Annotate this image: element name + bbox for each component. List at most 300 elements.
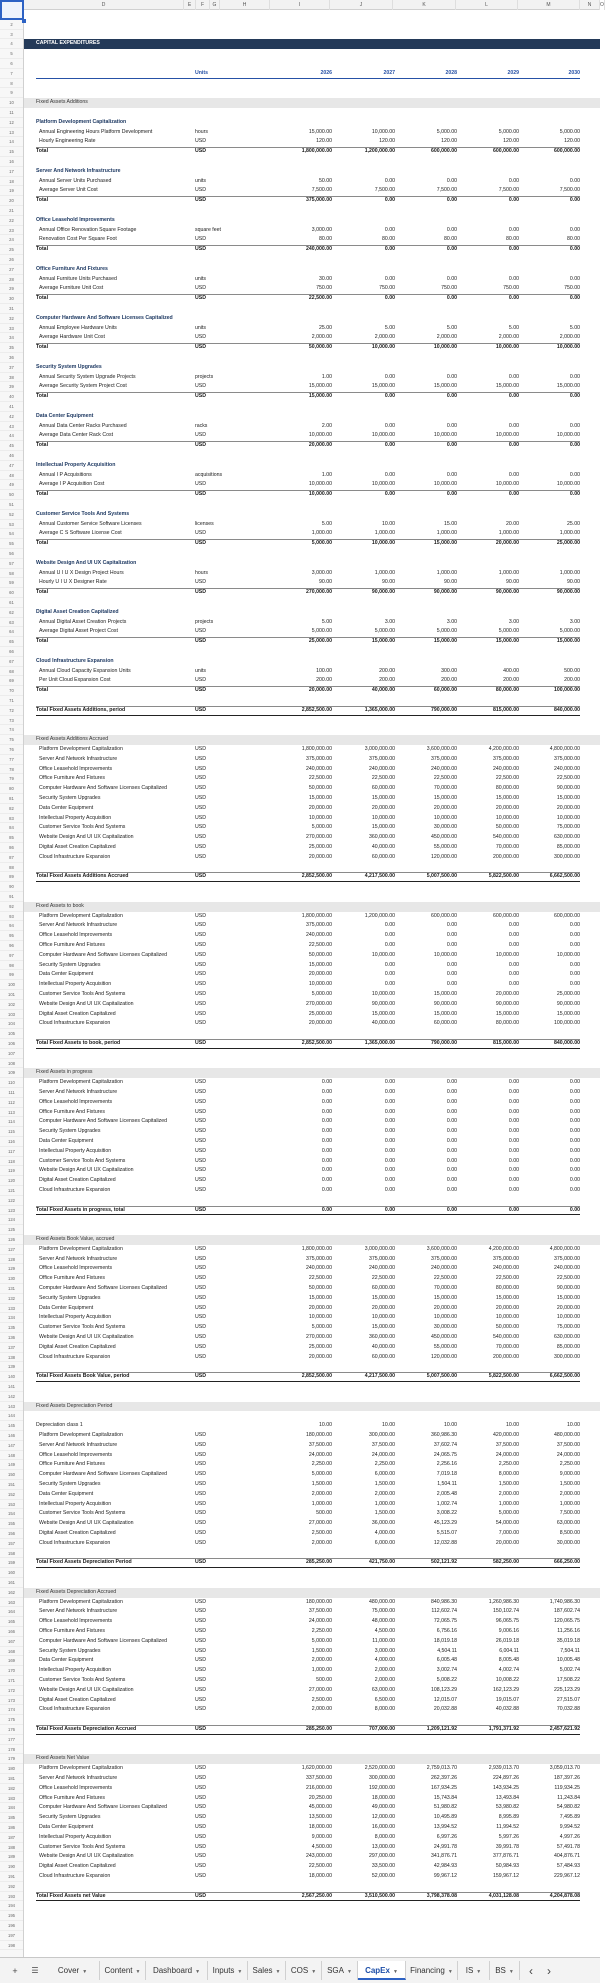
unit-cell[interactable]: USD [195, 1285, 206, 1291]
unit-cell[interactable]: USD [195, 1843, 206, 1850]
value-cell[interactable]: 0.00 [569, 226, 580, 233]
row-header[interactable]: 182 [0, 1784, 23, 1794]
row-header[interactable]: 24 [0, 235, 23, 245]
value-cell[interactable]: 15,000.00 [371, 638, 395, 645]
value-cell[interactable]: 24,000.00 [495, 1451, 519, 1458]
value-cell[interactable]: 0.00 [569, 1147, 580, 1154]
value-cell[interactable]: 4,217,500.00 [364, 1373, 395, 1380]
column-header-h[interactable]: H [220, 0, 270, 10]
row-label-cell[interactable]: Customer Service Tools And Systems [39, 1843, 126, 1850]
value-cell[interactable]: 300,000.00 [554, 1353, 580, 1360]
column-header-i[interactable]: I [270, 0, 330, 10]
value-cell[interactable]: 22,500.00 [556, 1275, 580, 1282]
unit-cell[interactable]: USD [195, 795, 206, 801]
value-cell[interactable]: 840,000.00 [554, 706, 580, 713]
value-cell[interactable]: 85,000.00 [556, 1343, 580, 1350]
value-cell[interactable]: 0.00 [508, 1079, 519, 1086]
row-label-cell[interactable]: Hourly U I U X Designer Rate [39, 579, 107, 586]
unit-cell[interactable]: USD [195, 1294, 206, 1301]
sheet-tab-bs[interactable] [490, 1961, 520, 1980]
value-cell[interactable]: 26,019.18 [495, 1637, 519, 1644]
value-cell[interactable]: 48,000.00 [371, 1618, 395, 1625]
value-cell[interactable]: 22,500.00 [308, 942, 332, 948]
unit-cell[interactable]: USD [195, 1686, 206, 1693]
row-label-cell[interactable]: Server And Network Infrastructure [36, 167, 121, 174]
row-header[interactable]: 73 [0, 716, 23, 726]
value-cell[interactable]: 3,008.22 [436, 1510, 457, 1517]
row-label-cell[interactable]: Office Leasehold Improvements [39, 765, 113, 772]
row-label-cell[interactable]: Cloud Infrastructure Expansion [39, 1187, 111, 1193]
value-cell[interactable]: 8,000.00 [374, 1706, 395, 1713]
value-cell[interactable]: 10,000.00 [495, 344, 519, 351]
unit-cell[interactable]: USD [195, 1892, 206, 1899]
sheet-tab-content[interactable] [100, 1961, 146, 1980]
row-label-cell[interactable]: Total [36, 491, 49, 498]
row-header[interactable]: 111 [0, 1088, 23, 1098]
row-header[interactable]: 32 [0, 314, 23, 324]
value-cell[interactable]: 0.00 [446, 1157, 457, 1164]
value-cell[interactable]: 3.00 [569, 618, 580, 625]
row-label-cell[interactable]: Average Furniture Unit Cost [39, 285, 104, 292]
value-cell[interactable]: 10,000.00 [433, 344, 457, 351]
value-cell[interactable]: 10,000.00 [371, 1314, 395, 1321]
value-cell[interactable]: 39,991.78 [495, 1843, 519, 1850]
dropdown-triangle-icon[interactable]: ▼ [447, 1969, 453, 1975]
row-label-cell[interactable]: Fixed Assets Book Value, accrued [36, 1236, 115, 1242]
value-cell[interactable]: 15,743.84 [433, 1794, 457, 1801]
row-header[interactable]: 146 [0, 1431, 23, 1441]
row-label-cell[interactable]: Annual Data Center Racks Purchased [39, 422, 127, 429]
row-label-cell[interactable]: Annual U I U X Design Project Hours [39, 569, 124, 576]
value-cell[interactable]: 0.00 [446, 1138, 457, 1144]
unit-cell[interactable]: USD [195, 942, 206, 948]
value-cell[interactable]: 100,000.00 [554, 687, 580, 694]
sheet-tab-sga[interactable] [322, 1961, 358, 1980]
row-label-cell[interactable]: Data Center Equipment [39, 1824, 94, 1830]
unit-cell[interactable]: USD [195, 961, 206, 968]
value-cell[interactable]: 70,032.88 [556, 1706, 580, 1713]
row-header[interactable]: 88 [0, 863, 23, 873]
value-cell[interactable]: 0.00 [446, 197, 457, 204]
row-header[interactable]: 153 [0, 1500, 23, 1510]
value-cell[interactable]: 4,000.00 [374, 1530, 395, 1536]
row-header[interactable]: 64 [0, 627, 23, 637]
value-cell[interactable]: 840,986.30 [431, 1598, 457, 1605]
value-cell[interactable]: 0.00 [384, 1118, 395, 1125]
row-label-cell[interactable]: Cloud Infrastructure Expansion [39, 1873, 111, 1879]
value-cell[interactable]: 200.00 [379, 677, 395, 684]
row-label-cell[interactable]: Average Data Center Rack Cost [39, 432, 114, 439]
value-cell[interactable]: 0.00 [446, 1147, 457, 1154]
value-cell[interactable]: 0.00 [569, 197, 580, 204]
value-cell[interactable]: 11,243.84 [557, 1794, 580, 1801]
column-header-d[interactable]: D [24, 0, 184, 10]
row-label-cell[interactable]: Digital Asset Creation Capitalized [39, 1010, 116, 1017]
unit-cell[interactable]: USD [195, 1677, 206, 1683]
row-header[interactable]: 11 [0, 108, 23, 118]
value-cell[interactable]: 341,876.71 [431, 1853, 457, 1860]
value-cell[interactable]: 20,000.00 [308, 442, 332, 449]
unit-cell[interactable]: USD [195, 1726, 206, 1732]
value-cell[interactable]: 0.00 [384, 491, 395, 498]
value-cell[interactable]: 0.00 [508, 295, 519, 302]
row-header[interactable]: 31 [0, 304, 23, 314]
value-cell[interactable]: 8,500.00 [559, 1530, 580, 1536]
value-cell[interactable]: 0.00 [446, 922, 457, 929]
value-cell[interactable]: 24,000.00 [308, 1618, 332, 1625]
value-cell[interactable]: 2,000.00 [374, 1667, 395, 1674]
value-cell[interactable]: 750.00 [503, 285, 519, 292]
value-cell[interactable]: 8,000.00 [498, 1471, 519, 1478]
value-cell[interactable]: 2,759,013.70 [426, 1765, 457, 1772]
row-label-cell[interactable]: Total [36, 442, 49, 449]
value-cell[interactable]: 375,000.00 [369, 1255, 395, 1262]
value-cell[interactable]: 0.00 [384, 1157, 395, 1164]
value-cell[interactable]: 5,822,500.00 [488, 873, 519, 880]
value-cell[interactable]: 5,000.00 [436, 628, 457, 635]
row-header[interactable]: 66 [0, 647, 23, 657]
value-cell[interactable]: 285,250.00 [306, 1726, 332, 1732]
row-label-cell[interactable]: Annual Engineering Hours Platform Development [39, 128, 153, 135]
row-header[interactable]: 104 [0, 1019, 23, 1029]
unit-cell[interactable]: USD [195, 1706, 206, 1713]
row-header[interactable]: 46 [0, 451, 23, 461]
row-label-cell[interactable]: Digital Asset Creation Capitalized [39, 1343, 116, 1350]
value-cell[interactable]: 1,365,000.00 [364, 706, 395, 713]
value-cell[interactable]: 63,000.00 [556, 1520, 580, 1527]
unit-cell[interactable]: USD [195, 1500, 206, 1507]
next-sheet-icon[interactable]: › [547, 1964, 551, 1978]
unit-cell[interactable]: USD [195, 197, 206, 204]
value-cell[interactable]: 5,000.00 [498, 1510, 519, 1517]
row-label-cell[interactable]: Office Furniture And Fixtures [39, 1275, 105, 1282]
value-cell[interactable]: 3.00 [508, 618, 519, 625]
row-header[interactable]: 43 [0, 422, 23, 432]
row-header[interactable]: 87 [0, 853, 23, 863]
value-cell[interactable]: 3,000.00 [311, 569, 332, 576]
value-cell[interactable]: 6,662,500.00 [549, 873, 580, 880]
unit-cell[interactable]: USD [195, 1324, 206, 1331]
row-header[interactable]: 109 [0, 1068, 23, 1078]
row-label-cell[interactable]: Total [36, 246, 49, 253]
value-cell[interactable]: 0.00 [446, 246, 457, 253]
row-header[interactable]: 152 [0, 1490, 23, 1500]
unit-cell[interactable]: USD [195, 1481, 206, 1487]
row-label-cell[interactable]: Security System Upgrades [39, 1647, 101, 1654]
unit-cell[interactable]: USD [195, 1255, 206, 1262]
row-header[interactable]: 38 [0, 373, 23, 383]
value-cell[interactable]: 24,000.00 [371, 1451, 395, 1458]
value-cell[interactable]: 2,250.00 [498, 1461, 519, 1468]
value-cell[interactable]: 10,000.00 [556, 814, 580, 821]
unit-cell[interactable]: USD [195, 1863, 206, 1870]
row-label-cell[interactable]: Digital Asset Creation Capitalized [39, 1696, 116, 1703]
value-cell[interactable]: 1,500.00 [559, 1481, 580, 1487]
row-header[interactable]: 147 [0, 1441, 23, 1451]
unit-cell[interactable]: USD [195, 236, 206, 243]
unit-cell[interactable]: USD [195, 1275, 206, 1282]
row-header[interactable]: 143 [0, 1402, 23, 1412]
row-header[interactable]: 5 [0, 49, 23, 59]
row-header[interactable]: 52 [0, 510, 23, 520]
value-cell[interactable]: 0.00 [384, 932, 395, 939]
row-label-cell[interactable]: Platform Development Capitalization [39, 1765, 123, 1772]
row-label-cell[interactable]: Security System Upgrades [39, 795, 101, 801]
unit-cell[interactable]: acquisitions [195, 471, 223, 478]
value-cell[interactable]: 37,500.00 [371, 1441, 395, 1448]
value-cell[interactable]: 10,000.00 [495, 951, 519, 958]
row-header[interactable]: 16 [0, 157, 23, 167]
row-header[interactable]: 105 [0, 1029, 23, 1039]
value-cell[interactable]: 10.00 [382, 1422, 395, 1429]
row-header[interactable]: 167 [0, 1637, 23, 1647]
row-header[interactable]: 93 [0, 912, 23, 922]
unit-cell[interactable]: USD [195, 246, 206, 253]
value-cell[interactable]: 0.00 [569, 275, 580, 282]
value-cell[interactable]: 22,500.00 [371, 1275, 395, 1282]
value-cell[interactable]: 0.00 [384, 1206, 395, 1213]
value-cell[interactable]: 0.00 [384, 1108, 395, 1115]
value-cell[interactable]: 10,000.00 [308, 1314, 332, 1321]
row-header[interactable]: 110 [0, 1078, 23, 1088]
value-cell[interactable]: 2,000.00 [374, 1677, 395, 1683]
value-cell[interactable]: 13,000.00 [371, 1843, 395, 1850]
value-cell[interactable]: 100.00 [316, 667, 332, 674]
value-cell[interactable]: 450,000.00 [431, 1334, 457, 1340]
row-label-cell[interactable]: Customer Service Tools And Systems [39, 1677, 126, 1683]
value-cell[interactable]: 20,000.00 [433, 1304, 457, 1311]
value-cell[interactable]: 240,000.00 [306, 1265, 332, 1272]
row-label-cell[interactable]: Security System Upgrades [39, 1814, 101, 1821]
row-header[interactable]: 186 [0, 1823, 23, 1833]
row-header[interactable]: 165 [0, 1617, 23, 1627]
value-cell[interactable]: 1,000.00 [374, 1500, 395, 1507]
value-cell[interactable]: 240,000.00 [306, 765, 332, 772]
row-label-cell[interactable]: Platform Development Capitalization [39, 1079, 123, 1086]
value-cell[interactable]: 10,000.00 [371, 344, 395, 351]
sheet-tab-capex[interactable] [358, 1961, 406, 1980]
row-header[interactable]: 156 [0, 1529, 23, 1539]
row-label-cell[interactable]: Data Center Equipment [39, 804, 94, 811]
value-cell[interactable]: 90,000.00 [556, 589, 580, 596]
row-header[interactable]: 83 [0, 814, 23, 824]
value-cell[interactable]: 1,000.00 [498, 530, 519, 537]
row-header[interactable]: 76 [0, 745, 23, 755]
row-label-cell[interactable]: Intellectual Property Acquisition [39, 1500, 112, 1507]
value-cell[interactable]: 0.00 [508, 932, 519, 939]
unit-cell[interactable]: USD [195, 1657, 206, 1664]
value-cell[interactable]: 3,600,000.00 [426, 1245, 457, 1252]
value-cell[interactable]: 5,000.00 [498, 128, 519, 135]
value-cell[interactable]: 10,000.00 [371, 991, 395, 997]
row-label-cell[interactable]: Annual I P Acquisitions [39, 471, 92, 478]
row-header[interactable]: 7 [0, 69, 23, 79]
value-cell[interactable]: 2,250.00 [374, 1461, 395, 1468]
value-cell[interactable]: 666,250.00 [554, 1559, 580, 1566]
row-header[interactable]: 50 [0, 490, 23, 500]
row-header[interactable]: 82 [0, 804, 23, 814]
value-cell[interactable]: 0.00 [446, 981, 457, 988]
value-cell[interactable]: 2,250.00 [559, 1461, 580, 1468]
unit-cell[interactable]: USD [195, 1167, 206, 1174]
unit-cell[interactable]: USD [195, 765, 206, 772]
row-label-cell[interactable]: Annual Office Renovation Square Footage [39, 226, 137, 233]
value-cell[interactable]: 2,520,000.00 [364, 1765, 395, 1772]
value-cell[interactable]: 60,000.00 [371, 1353, 395, 1360]
value-cell[interactable]: 2,000.00 [559, 1490, 580, 1497]
row-label-cell[interactable]: Fixed Assets Additions [36, 99, 88, 106]
unit-cell[interactable]: USD [195, 1020, 206, 1027]
value-cell[interactable]: 51,980.82 [433, 1804, 457, 1811]
value-cell[interactable]: 750.00 [379, 285, 395, 292]
value-cell[interactable]: 120.00 [441, 138, 457, 145]
value-cell[interactable]: 0.00 [446, 1079, 457, 1086]
value-cell[interactable]: 10,000.00 [556, 1314, 580, 1321]
sheet-tab-financing[interactable] [406, 1961, 458, 1980]
unit-cell[interactable]: USD [195, 1530, 206, 1536]
unit-cell[interactable]: USD [195, 589, 206, 596]
row-header[interactable]: 84 [0, 823, 23, 833]
row-header[interactable]: 129 [0, 1264, 23, 1274]
value-cell[interactable]: 24,991.78 [433, 1843, 457, 1850]
row-label-cell[interactable]: Annual Customer Service Software Licenses [39, 520, 142, 527]
value-cell[interactable]: 270,000.00 [306, 589, 332, 596]
row-header[interactable]: 21 [0, 206, 23, 216]
row-label-cell[interactable]: Customer Service Tools And Systems [39, 1157, 126, 1164]
value-cell[interactable]: 20,000.00 [495, 804, 519, 811]
value-cell[interactable]: 0.00 [569, 1206, 580, 1213]
value-cell[interactable]: 6,004.11 [499, 1647, 519, 1654]
value-cell[interactable]: 70,000.00 [433, 1285, 457, 1291]
row-header[interactable]: 179 [0, 1754, 23, 1764]
row-header[interactable]: 103 [0, 1010, 23, 1020]
unit-cell[interactable]: USD [195, 334, 206, 341]
value-cell[interactable]: 0.00 [446, 295, 457, 302]
value-cell[interactable]: 80.00 [382, 236, 395, 243]
value-cell[interactable]: 600,000.00 [493, 912, 519, 919]
value-cell[interactable]: 5.00 [569, 324, 580, 331]
value-cell[interactable]: 80.00 [567, 236, 580, 243]
value-cell[interactable]: 90.00 [567, 579, 580, 586]
value-cell[interactable]: 200.00 [316, 677, 332, 684]
row-label-cell[interactable]: Annual Server Units Purchased [39, 177, 112, 184]
row-header[interactable]: 119 [0, 1166, 23, 1176]
row-header[interactable]: 42 [0, 412, 23, 422]
unit-cell[interactable]: USD [195, 1118, 206, 1125]
row-label-cell[interactable]: Platform Development Capitalization [36, 118, 127, 125]
value-cell[interactable]: 0.00 [569, 1128, 580, 1135]
row-label-cell[interactable]: Average Server Unit Cost [39, 187, 98, 194]
value-cell[interactable]: 12,000.00 [371, 1814, 395, 1821]
unit-cell[interactable]: USD [195, 628, 206, 635]
value-cell[interactable]: 30,000.00 [433, 1324, 457, 1331]
value-cell[interactable]: 420,000.00 [493, 1432, 519, 1438]
row-header[interactable]: 189 [0, 1852, 23, 1862]
row-label-cell[interactable]: Total [36, 393, 49, 400]
value-cell[interactable]: 5,000.00 [311, 628, 332, 635]
value-cell[interactable]: 30,000.00 [556, 1539, 580, 1546]
value-cell[interactable]: 240,000.00 [431, 1265, 457, 1272]
value-cell[interactable]: 10,000.00 [371, 540, 395, 547]
value-cell[interactable]: 10,000.00 [371, 951, 395, 958]
row-header[interactable]: 18 [0, 177, 23, 187]
value-cell[interactable]: 240,000.00 [369, 1265, 395, 1272]
value-cell[interactable]: 30,000.00 [433, 824, 457, 831]
value-cell[interactable]: 240,000.00 [493, 1265, 519, 1272]
value-cell[interactable]: 20,000.00 [495, 1539, 519, 1546]
value-cell[interactable]: 0.00 [569, 393, 580, 400]
unit-cell[interactable]: USD [195, 383, 206, 390]
row-label-cell[interactable]: Annual Cloud Capacity Expansion Units [39, 667, 131, 674]
value-cell[interactable]: 500.00 [564, 667, 580, 674]
value-cell[interactable]: 20,000.00 [308, 853, 332, 860]
row-label-cell[interactable]: Annual Employee Hardware Units [39, 324, 117, 331]
value-cell[interactable]: 0.00 [446, 1098, 457, 1105]
row-label-cell[interactable]: Office Leasehold Improvements [39, 1265, 113, 1272]
value-cell[interactable]: 4,997.26 [559, 1833, 580, 1840]
row-header[interactable]: 100 [0, 980, 23, 990]
row-label-cell[interactable]: Hourly Engineering Rate [39, 138, 96, 145]
value-cell[interactable]: 24,000.00 [308, 1451, 332, 1458]
row-label-cell[interactable]: Office Furniture And Fixtures [39, 775, 105, 782]
sheet-list-icon[interactable]: ☰ [31, 1966, 39, 1975]
row-label-cell[interactable]: Customer Service Tools And Systems [39, 1510, 126, 1517]
dropdown-triangle-icon[interactable]: ▼ [135, 1969, 141, 1975]
row-label-cell[interactable]: Data Center Equipment [39, 1304, 94, 1311]
value-cell[interactable]: 15,000.00 [371, 1010, 395, 1017]
row-header[interactable]: 54 [0, 529, 23, 539]
value-cell[interactable]: 72,065.75 [433, 1618, 457, 1625]
row-label-cell[interactable]: Annual Security System Upgrade Projects [39, 373, 136, 380]
row-label-cell[interactable]: Total [36, 295, 49, 302]
value-cell[interactable]: 0.00 [384, 942, 395, 948]
row-header[interactable]: 168 [0, 1647, 23, 1657]
value-cell[interactable]: 0.00 [569, 442, 580, 449]
value-cell[interactable]: 1,000.00 [374, 569, 395, 576]
value-cell[interactable]: 7,019.18 [436, 1471, 457, 1478]
row-label-cell[interactable]: Website Design And UI UX Capitalization [39, 1334, 134, 1340]
row-header[interactable]: 148 [0, 1451, 23, 1461]
column-header-g[interactable]: G [210, 0, 220, 10]
value-cell[interactable]: 6,000.00 [374, 1539, 395, 1546]
value-cell[interactable]: 0.00 [321, 1079, 332, 1086]
value-cell[interactable]: 1,500.00 [374, 1510, 395, 1517]
unit-cell[interactable]: USD [195, 755, 206, 762]
value-cell[interactable]: 0.00 [508, 471, 519, 478]
row-header[interactable]: 174 [0, 1705, 23, 1715]
row-label-cell[interactable]: Total Fixed Assets Additions, period [36, 706, 126, 713]
value-cell[interactable]: 285,250.00 [306, 1559, 332, 1566]
value-cell[interactable]: 15,000.00 [433, 540, 457, 547]
row-header[interactable]: 191 [0, 1872, 23, 1882]
value-cell[interactable]: 2,000.00 [311, 1539, 332, 1546]
row-label-cell[interactable]: Server And Network Infrastructure [39, 1775, 118, 1781]
unit-cell[interactable]: USD [195, 1520, 206, 1527]
value-cell[interactable]: 27,000.00 [308, 1686, 332, 1693]
value-cell[interactable]: 40,000.00 [371, 687, 395, 694]
row-header[interactable]: 60 [0, 588, 23, 598]
unit-cell[interactable]: USD [195, 1098, 206, 1105]
value-cell[interactable]: 10,000.00 [556, 432, 580, 439]
value-cell[interactable]: 15,000.00 [371, 824, 395, 831]
row-label-cell[interactable]: Digital Asset Creation Capitalized [39, 1177, 116, 1184]
value-cell[interactable]: 1.00 [321, 471, 332, 478]
value-cell[interactable]: 2,000.00 [311, 1490, 332, 1497]
value-cell[interactable]: 16,000.00 [371, 1824, 395, 1830]
unit-cell[interactable]: USD [195, 540, 206, 547]
value-cell[interactable]: 0.00 [446, 422, 457, 429]
value-cell[interactable]: 0.00 [569, 1138, 580, 1144]
